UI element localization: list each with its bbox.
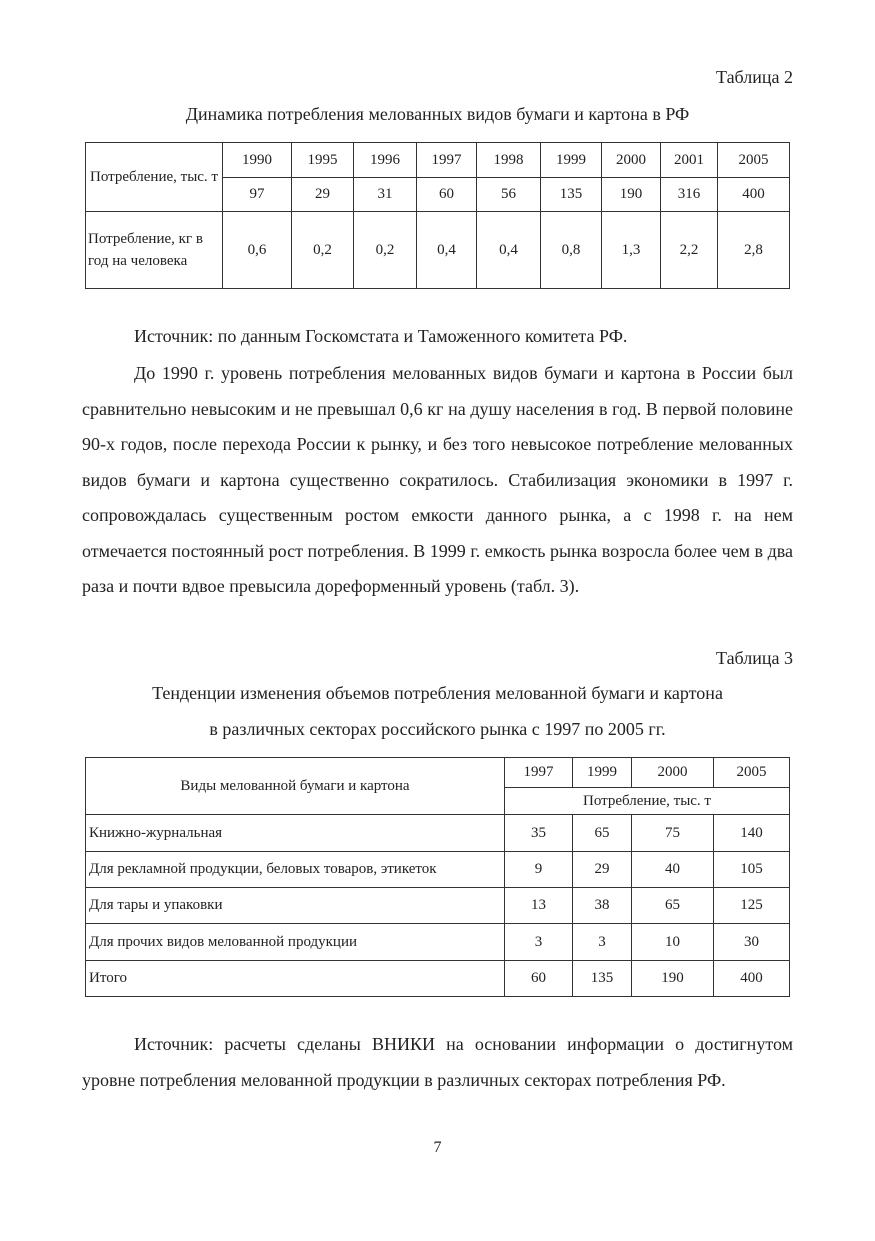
table2-per-capita-cell: 0,6	[223, 212, 292, 289]
table3-cell: 65	[632, 888, 714, 924]
table2-consumption-cell: 60	[417, 178, 477, 212]
table3-cell: 38	[573, 888, 632, 924]
table3-cell: 190	[632, 961, 714, 997]
table3	[85, 757, 790, 997]
table3-year: 2000	[632, 758, 714, 788]
table3-row-name: Книжно-журнальная	[86, 815, 505, 852]
table2	[85, 142, 790, 289]
table3-cell: 140	[714, 815, 790, 852]
table3-row-name: Для прочих видов мелованной продукции	[86, 924, 505, 961]
table3-cell: 60	[505, 961, 573, 997]
table2-year: 2005	[718, 143, 790, 178]
table3-cell: 3	[505, 924, 573, 961]
table3-title-line1: Тенденции изменения объемов потребления мелованной бумаги и картона	[152, 683, 723, 703]
table2-consumption-cell: 190	[602, 178, 661, 212]
table2-consumption-cell: 31	[354, 178, 417, 212]
table2-year: 1997	[417, 143, 477, 178]
table2-consumption-cell: 29	[292, 178, 354, 212]
table-row	[86, 815, 790, 852]
table2-per-capita-cell: 0,8	[541, 212, 602, 289]
table2-year: 2000	[602, 143, 661, 178]
table3-row-name: Для рекламной продукции, беловых товаров, этикеток	[86, 852, 505, 888]
table2-per-capita-cell: 0,2	[354, 212, 417, 289]
table2-year: 1999	[541, 143, 602, 178]
table2-consumption-cell: 97	[223, 178, 292, 212]
source-note-1: Источник: по данным Госкомстата и Таможенного комитета РФ.	[134, 326, 628, 346]
table2-per-capita-cell: 2,2	[661, 212, 718, 289]
table3-cell: 35	[505, 815, 573, 852]
table2-consumption-cell: 316	[661, 178, 718, 212]
table3-cell: 30	[714, 924, 790, 961]
table2-per-capita-cell: 0,2	[292, 212, 354, 289]
table3-title-line2: в различных секторах российского рынка с 1997 по 2005 гг.	[209, 719, 666, 739]
table3-year: 1997	[505, 758, 573, 788]
table3-cell: 13	[505, 888, 573, 924]
table2-row1-header: Потребление, тыс. т	[86, 143, 223, 212]
table3-col-header: Виды мелованной бумаги и картона	[86, 758, 505, 815]
table3-label: Таблица 3	[716, 648, 793, 668]
table2-year: 1990	[223, 143, 292, 178]
table2-consumption-cell: 135	[541, 178, 602, 212]
table3-cell: 3	[573, 924, 632, 961]
table-row	[86, 961, 790, 997]
table3-cell: 9	[505, 852, 573, 888]
body-paragraph: До 1990 г. уровень потребления мелованных видов бумаги и картона в России был сравнительно невысоким и не превышал 0,6 кг на душу населения в год. В первой половине 90-х годов, после перехода России к рынку, и без того невысокое потребление мелованных видов бумаги и картона существенно сократилось. Стабилизация экономики в 1997 г. сопровождалась существенным ростом емкости данного рынка, а с 1998 г. на нем отмечается постоянный рост потребления. В 1999 г. емкость рынка возросла более чем в два раза и почти вдвое превысила дореформенный уровень (табл. 3).	[82, 363, 793, 596]
table2-year: 1996	[354, 143, 417, 178]
table3-cell: 400	[714, 961, 790, 997]
table2-consumption-cell: 56	[477, 178, 541, 212]
table2-per-capita-cell: 0,4	[417, 212, 477, 289]
table3-cell: 29	[573, 852, 632, 888]
table3-cell: 125	[714, 888, 790, 924]
table3-row-name: Итого	[86, 961, 505, 997]
table-row	[86, 924, 790, 961]
table2-year: 1998	[477, 143, 541, 178]
table2-year: 1995	[292, 143, 354, 178]
table-row	[86, 852, 790, 888]
table3-cell: 105	[714, 852, 790, 888]
table3-cell: 135	[573, 961, 632, 997]
table2-per-capita-cell: 1,3	[602, 212, 661, 289]
table3-year: 2005	[714, 758, 790, 788]
table-row	[86, 888, 790, 924]
table3-cell: 75	[632, 815, 714, 852]
table3-year: 1999	[573, 758, 632, 788]
table3-cell: 40	[632, 852, 714, 888]
table2-title: Динамика потребления мелованных видов бумаги и картона в РФ	[185, 104, 690, 124]
table3-row-name: Для тары и упаковки	[86, 888, 505, 924]
page-number: 7	[433, 1139, 442, 1156]
table2-consumption-cell: 400	[718, 178, 790, 212]
table3-unit-header: Потребление, тыс. т	[505, 788, 790, 815]
table2-per-capita-cell: 0,4	[477, 212, 541, 289]
table2-year: 2001	[661, 143, 718, 178]
table2-per-capita-cell: 2,8	[718, 212, 790, 289]
table2-row2-header: Потребление, кг в год на человека	[86, 212, 223, 289]
table3-cell: 10	[632, 924, 714, 961]
table2-label: Таблица 2	[716, 67, 793, 87]
source-note-2: Источник: расчеты сделаны ВНИКИ на основании информации о достигнутом уровне потребления мелованной продукции в различных секторах потребления РФ.	[82, 1034, 793, 1090]
table3-cell: 65	[573, 815, 632, 852]
